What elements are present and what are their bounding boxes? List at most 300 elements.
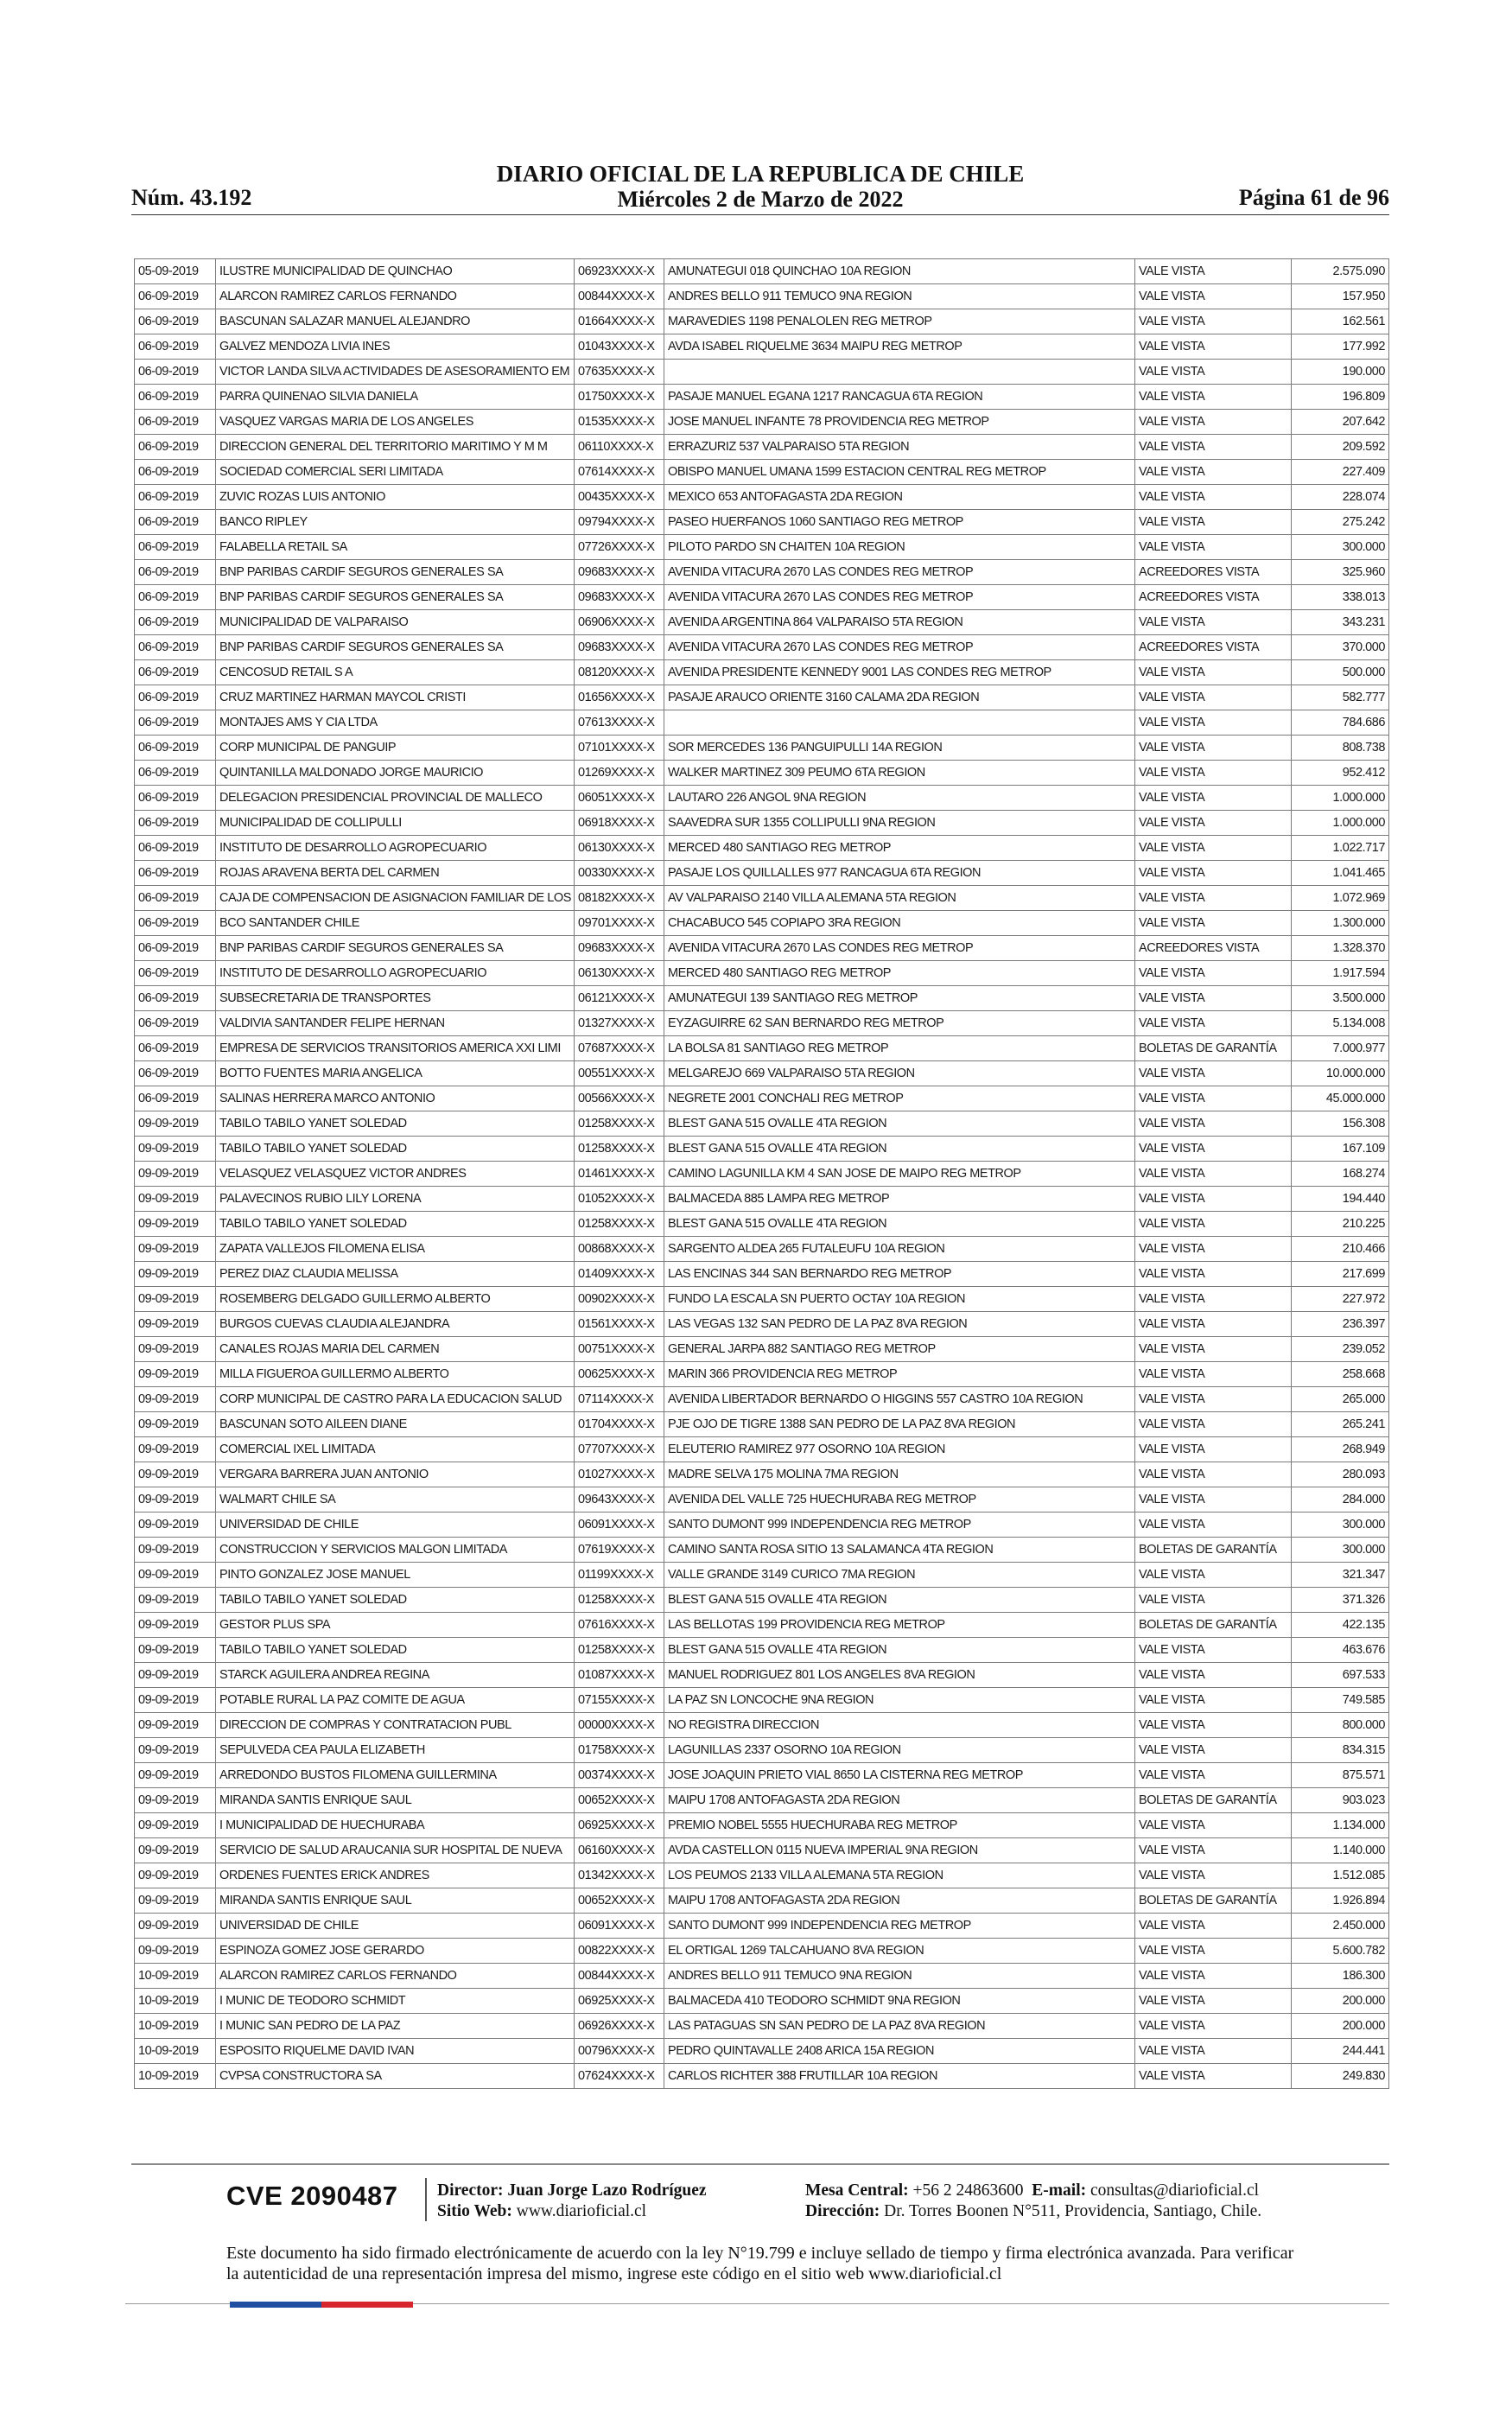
rut-cell: 06925XXXX-X xyxy=(575,1813,664,1838)
table-row xyxy=(135,1412,1389,1437)
date-cell: 09-09-2019 xyxy=(135,1111,216,1137)
rut-cell: 07707XXXX-X xyxy=(575,1437,664,1462)
address-cell: AVENIDA LIBERTADOR BERNARDO O HIGGINS 557 CASTRO 10A REGION xyxy=(664,1387,1135,1412)
amount-cell: 268.949 xyxy=(1292,1437,1389,1462)
address-cell: MERCED 480 SANTIAGO REG METROP xyxy=(664,961,1135,986)
document-type-cell: VALE VISTA xyxy=(1135,1462,1292,1487)
amount-cell: 217.699 xyxy=(1292,1262,1389,1287)
page-header xyxy=(131,161,1389,211)
table-row xyxy=(135,1437,1389,1462)
address-cell: SAAVEDRA SUR 1355 COLLIPULLI 9NA REGION xyxy=(664,811,1135,836)
beneficiary-cell: TABILO TABILO YANET SOLEDAD xyxy=(216,1588,575,1613)
document-type-cell: VALE VISTA xyxy=(1135,961,1292,986)
document-type-cell: VALE VISTA xyxy=(1135,1512,1292,1538)
amount-cell: 1.000.000 xyxy=(1292,786,1389,811)
site-link[interactable]: www.diarioficial.cl xyxy=(516,2202,647,2220)
rut-cell: 00844XXXX-X xyxy=(575,284,664,309)
rut-cell: 09683XXXX-X xyxy=(575,936,664,961)
rut-cell: 01750XXXX-X xyxy=(575,385,664,410)
address-cell: MARIN 366 PROVIDENCIA REG METROP xyxy=(664,1362,1135,1387)
rut-cell: 00868XXXX-X xyxy=(575,1237,664,1262)
table-row xyxy=(135,1487,1389,1512)
date-cell: 06-09-2019 xyxy=(135,1036,216,1061)
document-type-cell: VALE VISTA xyxy=(1135,986,1292,1011)
date-cell: 06-09-2019 xyxy=(135,936,216,961)
table-row xyxy=(135,811,1389,836)
rut-cell: 00435XXXX-X xyxy=(575,485,664,510)
document-type-cell: VALE VISTA xyxy=(1135,1738,1292,1763)
document-type-cell: VALE VISTA xyxy=(1135,1563,1292,1588)
table-row xyxy=(135,1462,1389,1487)
amount-cell: 196.809 xyxy=(1292,385,1389,410)
site-line xyxy=(437,2201,707,2222)
beneficiary-cell: BASCUNAN SOTO AILEEN DIANE xyxy=(216,1412,575,1437)
amount-cell: 7.000.977 xyxy=(1292,1036,1389,1061)
address-cell: PREMIO NOBEL 5555 HUECHURABA REG METROP xyxy=(664,1813,1135,1838)
date-cell: 09-09-2019 xyxy=(135,1262,216,1287)
legal-notice: Este documento ha sido firmado electrónicamente de acuerdo con la ley N°19.799 e incluye sellado de tiempo y firma electrónica avanzada. Para verificar la autenticidad de una representación impresa del mismo, ingrese este código en el sitio web www.diarioficial.cl xyxy=(226,2244,1294,2283)
date-cell: 06-09-2019 xyxy=(135,685,216,710)
document-type-cell: VALE VISTA xyxy=(1135,1813,1292,1838)
table-row xyxy=(135,936,1389,961)
date-cell: 09-09-2019 xyxy=(135,1813,216,1838)
rut-cell: 00796XXXX-X xyxy=(575,2039,664,2064)
publication-title: DIARIO OFICIAL DE LA REPUBLICA DE CHILE xyxy=(496,161,1025,187)
director-block xyxy=(437,2181,707,2222)
table-row xyxy=(135,1863,1389,1888)
table-row xyxy=(135,1137,1389,1162)
table-row xyxy=(135,535,1389,560)
amount-cell: 834.315 xyxy=(1292,1738,1389,1763)
document-type-cell: VALE VISTA xyxy=(1135,410,1292,435)
table-row xyxy=(135,309,1389,334)
address-cell: NO REGISTRA DIRECCION xyxy=(664,1713,1135,1738)
director-name: Juan Jorge Lazo Rodríguez xyxy=(507,2181,707,2200)
rut-cell: 08182XXXX-X xyxy=(575,886,664,911)
table-row xyxy=(135,485,1389,510)
amount-cell: 249.830 xyxy=(1292,2064,1389,2089)
beneficiary-cell: FALABELLA RETAIL SA xyxy=(216,535,575,560)
rut-cell: 07619XXXX-X xyxy=(575,1538,664,1563)
beneficiary-cell: BNP PARIBAS CARDIF SEGUROS GENERALES SA xyxy=(216,635,575,660)
amount-cell: 371.326 xyxy=(1292,1588,1389,1613)
date-cell: 06-09-2019 xyxy=(135,435,216,460)
header-divider xyxy=(131,214,1389,215)
date-cell: 09-09-2019 xyxy=(135,1538,216,1563)
document-type-cell: VALE VISTA xyxy=(1135,1688,1292,1713)
date-cell: 06-09-2019 xyxy=(135,1061,216,1086)
rut-cell: 06918XXXX-X xyxy=(575,811,664,836)
beneficiary-cell: MONTAJES AMS Y CIA LTDA xyxy=(216,710,575,736)
amount-cell: 200.000 xyxy=(1292,2014,1389,2039)
amount-cell: 697.533 xyxy=(1292,1663,1389,1688)
address-cell: BALMACEDA 410 TEODORO SCHMIDT 9NA REGION xyxy=(664,1989,1135,2014)
document-type-cell: VALE VISTA xyxy=(1135,1964,1292,1989)
address-cell: JOSE MANUEL INFANTE 78 PROVIDENCIA REG METROP xyxy=(664,410,1135,435)
beneficiary-cell: MUNICIPALIDAD DE COLLIPULLI xyxy=(216,811,575,836)
date-cell: 10-09-2019 xyxy=(135,1964,216,1989)
document-type-cell: VALE VISTA xyxy=(1135,1137,1292,1162)
amount-cell: 5.134.008 xyxy=(1292,1011,1389,1036)
date-cell: 09-09-2019 xyxy=(135,1362,216,1387)
rut-cell: 06130XXXX-X xyxy=(575,961,664,986)
document-type-cell: VALE VISTA xyxy=(1135,1362,1292,1387)
rut-cell: 01664XXXX-X xyxy=(575,309,664,334)
document-type-cell: BOLETAS DE GARANTÍA xyxy=(1135,1888,1292,1914)
document-type-cell: VALE VISTA xyxy=(1135,685,1292,710)
address-cell: ANDRES BELLO 911 TEMUCO 9NA REGION xyxy=(664,1964,1135,1989)
document-type-cell: VALE VISTA xyxy=(1135,1588,1292,1613)
amount-cell: 265.241 xyxy=(1292,1412,1389,1437)
rut-cell: 06906XXXX-X xyxy=(575,610,664,635)
date-cell: 09-09-2019 xyxy=(135,1788,216,1813)
date-cell: 09-09-2019 xyxy=(135,1638,216,1663)
date-cell: 06-09-2019 xyxy=(135,309,216,334)
date-cell: 09-09-2019 xyxy=(135,1863,216,1888)
beneficiary-cell: SERVICIO DE SALUD ARAUCANIA SUR HOSPITAL DE NUEVA xyxy=(216,1838,575,1863)
beneficiary-cell: ZAPATA VALLEJOS FILOMENA ELISA xyxy=(216,1237,575,1262)
beneficiary-cell: MIRANDA SANTIS ENRIQUE SAUL xyxy=(216,1888,575,1914)
address-cell: LA PAZ SN LONCOCHE 9NA REGION xyxy=(664,1688,1135,1713)
document-type-cell: VALE VISTA xyxy=(1135,2039,1292,2064)
table-row xyxy=(135,660,1389,685)
rut-cell: 01199XXXX-X xyxy=(575,1563,664,1588)
beneficiary-cell: SALINAS HERRERA MARCO ANTONIO xyxy=(216,1086,575,1111)
table-row xyxy=(135,1688,1389,1713)
date-cell: 09-09-2019 xyxy=(135,1212,216,1237)
address-value: Dr. Torres Boonen N°511, Providencia, Santiago, Chile. xyxy=(884,2202,1262,2220)
beneficiary-cell: BASCUNAN SALAZAR MANUEL ALEJANDRO xyxy=(216,309,575,334)
document-type-cell: VALE VISTA xyxy=(1135,259,1292,284)
amount-cell: 228.074 xyxy=(1292,485,1389,510)
date-cell: 06-09-2019 xyxy=(135,986,216,1011)
address-cell: FUNDO LA ESCALA SN PUERTO OCTAY 10A REGION xyxy=(664,1287,1135,1312)
publication-date: Miércoles 2 de Marzo de 2022 xyxy=(617,187,904,212)
document-type-cell: VALE VISTA xyxy=(1135,1212,1292,1237)
address-cell: LAGUNILLAS 2337 OSORNO 10A REGION xyxy=(664,1738,1135,1763)
beneficiary-cell: CONSTRUCCION Y SERVICIOS MALGON LIMITADA xyxy=(216,1538,575,1563)
document-type-cell: VALE VISTA xyxy=(1135,1111,1292,1137)
rut-cell: 00330XXXX-X xyxy=(575,861,664,886)
date-cell: 09-09-2019 xyxy=(135,1287,216,1312)
beneficiary-cell: ESPOSITO RIQUELME DAVID IVAN xyxy=(216,2039,575,2064)
address-cell xyxy=(664,360,1135,385)
amount-cell: 952.412 xyxy=(1292,761,1389,786)
table-row xyxy=(135,1638,1389,1663)
rut-cell: 01258XXXX-X xyxy=(575,1212,664,1237)
table-row xyxy=(135,435,1389,460)
address-cell: ELEUTERIO RAMIREZ 977 OSORNO 10A REGION xyxy=(664,1437,1135,1462)
date-cell: 09-09-2019 xyxy=(135,1763,216,1788)
beneficiary-cell: INSTITUTO DE DESARROLLO AGROPECUARIO xyxy=(216,836,575,861)
rut-cell: 09794XXXX-X xyxy=(575,510,664,535)
table-row xyxy=(135,2064,1389,2089)
address-cell: PEDRO QUINTAVALLE 2408 ARICA 15A REGION xyxy=(664,2039,1135,2064)
rut-cell: 07114XXXX-X xyxy=(575,1387,664,1412)
date-cell: 06-09-2019 xyxy=(135,510,216,535)
beneficiary-cell: MILLA FIGUEROA GUILLERMO ALBERTO xyxy=(216,1362,575,1387)
table-row xyxy=(135,2039,1389,2064)
date-cell: 06-09-2019 xyxy=(135,334,216,360)
document-type-cell: VALE VISTA xyxy=(1135,309,1292,334)
rut-cell: 07635XXXX-X xyxy=(575,360,664,385)
rut-cell: 07687XXXX-X xyxy=(575,1036,664,1061)
document-type-cell: BOLETAS DE GARANTÍA xyxy=(1135,1538,1292,1563)
document-type-cell: ACREEDORES VISTA xyxy=(1135,635,1292,660)
amount-cell: 210.466 xyxy=(1292,1237,1389,1262)
date-cell: 09-09-2019 xyxy=(135,1337,216,1362)
amount-cell: 1.512.085 xyxy=(1292,1863,1389,1888)
beneficiary-cell: GALVEZ MENDOZA LIVIA INES xyxy=(216,334,575,360)
date-cell: 10-09-2019 xyxy=(135,1989,216,2014)
email-link[interactable]: consultas@diarioficial.cl xyxy=(1090,2181,1260,2200)
amount-cell: 280.093 xyxy=(1292,1462,1389,1487)
rut-cell: 01327XXXX-X xyxy=(575,1011,664,1036)
table-row xyxy=(135,1287,1389,1312)
beneficiary-cell: DELEGACION PRESIDENCIAL PROVINCIAL DE MALLECO xyxy=(216,786,575,811)
rut-cell: 00000XXXX-X xyxy=(575,1713,664,1738)
amount-cell: 227.409 xyxy=(1292,460,1389,485)
address-label: Dirección: xyxy=(805,2202,880,2220)
address-cell: LAS PATAGUAS SN SAN PEDRO DE LA PAZ 8VA REGION xyxy=(664,2014,1135,2039)
document-type-cell: VALE VISTA xyxy=(1135,1939,1292,1964)
address-cell: ERRAZURIZ 537 VALPARAISO 5TA REGION xyxy=(664,435,1135,460)
table-row xyxy=(135,1086,1389,1111)
amount-cell: 1.134.000 xyxy=(1292,1813,1389,1838)
amount-cell: 463.676 xyxy=(1292,1638,1389,1663)
amount-cell: 265.000 xyxy=(1292,1387,1389,1412)
document-type-cell: VALE VISTA xyxy=(1135,1086,1292,1111)
table-row xyxy=(135,460,1389,485)
document-type-cell: ACREEDORES VISTA xyxy=(1135,936,1292,961)
rut-cell: 00374XXXX-X xyxy=(575,1763,664,1788)
address-cell: BLEST GANA 515 OVALLE 4TA REGION xyxy=(664,1137,1135,1162)
date-cell: 09-09-2019 xyxy=(135,1888,216,1914)
amount-cell: 1.917.594 xyxy=(1292,961,1389,986)
mesa-label: Mesa Central: xyxy=(805,2181,909,2200)
amount-cell: 300.000 xyxy=(1292,1538,1389,1563)
date-cell: 09-09-2019 xyxy=(135,1487,216,1512)
beneficiary-cell: PARRA QUINENAO SILVIA DANIELA xyxy=(216,385,575,410)
date-cell: 09-09-2019 xyxy=(135,1387,216,1412)
beneficiary-cell: COMERCIAL IXEL LIMITADA xyxy=(216,1437,575,1462)
amount-cell: 1.140.000 xyxy=(1292,1838,1389,1863)
amount-cell: 2.450.000 xyxy=(1292,1914,1389,1939)
document-type-cell: VALE VISTA xyxy=(1135,1162,1292,1187)
amount-cell: 275.242 xyxy=(1292,510,1389,535)
address-cell: MARAVEDIES 1198 PENALOLEN REG METROP xyxy=(664,309,1135,334)
document-type-cell: VALE VISTA xyxy=(1135,385,1292,410)
document-type-cell: VALE VISTA xyxy=(1135,886,1292,911)
beneficiary-cell: CRUZ MARTINEZ HARMAN MAYCOL CRISTI xyxy=(216,685,575,710)
table-row xyxy=(135,360,1389,385)
amount-cell: 207.642 xyxy=(1292,410,1389,435)
address-cell: LAS BELLOTAS 199 PROVIDENCIA REG METROP xyxy=(664,1613,1135,1638)
amount-cell: 1.000.000 xyxy=(1292,811,1389,836)
table-row xyxy=(135,259,1389,284)
date-cell: 06-09-2019 xyxy=(135,585,216,610)
table-row xyxy=(135,284,1389,309)
amount-cell: 1.926.894 xyxy=(1292,1888,1389,1914)
amount-cell: 1.041.465 xyxy=(1292,861,1389,886)
beneficiary-cell: VERGARA BARRERA JUAN ANTONIO xyxy=(216,1462,575,1487)
address-cell: LA BOLSA 81 SANTIAGO REG METROP xyxy=(664,1036,1135,1061)
date-cell: 06-09-2019 xyxy=(135,861,216,886)
document-type-cell: VALE VISTA xyxy=(1135,1187,1292,1212)
table-row xyxy=(135,710,1389,736)
date-cell: 06-09-2019 xyxy=(135,385,216,410)
amount-cell: 582.777 xyxy=(1292,685,1389,710)
rut-cell: 07616XXXX-X xyxy=(575,1613,664,1638)
address-cell: AVENIDA PRESIDENTE KENNEDY 9001 LAS CONDES REG METROP xyxy=(664,660,1135,685)
beneficiary-cell: DIRECCION DE COMPRAS Y CONTRATACION PUBL xyxy=(216,1713,575,1738)
date-cell: 06-09-2019 xyxy=(135,360,216,385)
amount-cell: 162.561 xyxy=(1292,309,1389,334)
amount-cell: 1.328.370 xyxy=(1292,936,1389,961)
table-row xyxy=(135,1939,1389,1964)
rut-cell: 09683XXXX-X xyxy=(575,560,664,585)
beneficiary-cell: ROSEMBERG DELGADO GUILLERMO ALBERTO xyxy=(216,1287,575,1312)
document-type-cell: VALE VISTA xyxy=(1135,736,1292,761)
amount-cell: 258.668 xyxy=(1292,1362,1389,1387)
records-table xyxy=(134,258,1389,2089)
document-type-cell: VALE VISTA xyxy=(1135,1838,1292,1863)
beneficiary-cell: VICTOR LANDA SILVA ACTIVIDADES DE ASESORAMIENTO EM xyxy=(216,360,575,385)
amount-cell: 210.225 xyxy=(1292,1212,1389,1237)
amount-cell: 284.000 xyxy=(1292,1487,1389,1512)
document-type-cell: VALE VISTA xyxy=(1135,911,1292,936)
address-cell: AVDA CASTELLON 0115 NUEVA IMPERIAL 9NA REGION xyxy=(664,1838,1135,1863)
address-cell: AVENIDA DEL VALLE 725 HUECHURABA REG METROP xyxy=(664,1487,1135,1512)
address-cell: AVENIDA VITACURA 2670 LAS CONDES REG METROP xyxy=(664,560,1135,585)
document-type-cell: VALE VISTA xyxy=(1135,1237,1292,1262)
document-type-cell: VALE VISTA xyxy=(1135,1989,1292,2014)
amount-cell: 167.109 xyxy=(1292,1137,1389,1162)
table-row xyxy=(135,1763,1389,1788)
address-cell: PASEO HUERFANOS 1060 SANTIAGO REG METROP xyxy=(664,510,1135,535)
table-row xyxy=(135,1788,1389,1813)
address-cell: VALLE GRANDE 3149 CURICO 7MA REGION xyxy=(664,1563,1135,1588)
rut-cell: 01258XXXX-X xyxy=(575,1111,664,1137)
document-type-cell: VALE VISTA xyxy=(1135,1863,1292,1888)
table-row xyxy=(135,410,1389,435)
flag-color-bar xyxy=(230,2302,413,2308)
table-row xyxy=(135,1588,1389,1613)
document-type-cell: VALE VISTA xyxy=(1135,460,1292,485)
date-cell: 06-09-2019 xyxy=(135,786,216,811)
rut-cell: 01758XXXX-X xyxy=(575,1738,664,1763)
date-cell: 09-09-2019 xyxy=(135,1162,216,1187)
rut-cell: 07613XXXX-X xyxy=(575,710,664,736)
beneficiary-cell: MIRANDA SANTIS ENRIQUE SAUL xyxy=(216,1788,575,1813)
amount-cell: 800.000 xyxy=(1292,1713,1389,1738)
table-row xyxy=(135,1111,1389,1137)
beneficiary-cell: ILUSTRE MUNICIPALIDAD DE QUINCHAO xyxy=(216,259,575,284)
date-cell: 06-09-2019 xyxy=(135,560,216,585)
amount-cell: 194.440 xyxy=(1292,1187,1389,1212)
table-row xyxy=(135,1512,1389,1538)
beneficiary-cell: SOCIEDAD COMERCIAL SERI LIMITADA xyxy=(216,460,575,485)
table-row xyxy=(135,685,1389,710)
address-cell: BLEST GANA 515 OVALLE 4TA REGION xyxy=(664,1111,1135,1137)
date-cell: 06-09-2019 xyxy=(135,660,216,685)
address-cell: LAS ENCINAS 344 SAN BERNARDO REG METROP xyxy=(664,1262,1135,1287)
date-cell: 09-09-2019 xyxy=(135,1914,216,1939)
date-cell: 09-09-2019 xyxy=(135,1187,216,1212)
address-cell: BLEST GANA 515 OVALLE 4TA REGION xyxy=(664,1638,1135,1663)
address-cell: AV VALPARAISO 2140 VILLA ALEMANA 5TA REGION xyxy=(664,886,1135,911)
document-type-cell: VALE VISTA xyxy=(1135,1487,1292,1512)
beneficiary-cell: WALMART CHILE SA xyxy=(216,1487,575,1512)
address-cell: CAMINO LAGUNILLA KM 4 SAN JOSE DE MAIPO REG METROP xyxy=(664,1162,1135,1187)
amount-cell: 1.022.717 xyxy=(1292,836,1389,861)
document-type-cell: VALE VISTA xyxy=(1135,2014,1292,2039)
beneficiary-cell: UNIVERSIDAD DE CHILE xyxy=(216,1512,575,1538)
beneficiary-cell: CORP MUNICIPAL DE CASTRO PARA LA EDUCACION SALUD xyxy=(216,1387,575,1412)
rut-cell: 06091XXXX-X xyxy=(575,1512,664,1538)
address-cell: CHACABUCO 545 COPIAPO 3RA REGION xyxy=(664,911,1135,936)
beneficiary-cell: I MUNICIPALIDAD DE HUECHURABA xyxy=(216,1813,575,1838)
document-type-cell: VALE VISTA xyxy=(1135,710,1292,736)
footer-divider xyxy=(131,2163,1389,2165)
document-type-cell: VALE VISTA xyxy=(1135,836,1292,861)
document-type-cell: VALE VISTA xyxy=(1135,535,1292,560)
address-cell: AMUNATEGUI 018 QUINCHAO 10A REGION xyxy=(664,259,1135,284)
document-type-cell: BOLETAS DE GARANTÍA xyxy=(1135,1613,1292,1638)
document-type-cell: VALE VISTA xyxy=(1135,510,1292,535)
date-cell: 06-09-2019 xyxy=(135,410,216,435)
rut-cell: 07624XXXX-X xyxy=(575,2064,664,2089)
document-type-cell: VALE VISTA xyxy=(1135,2064,1292,2089)
table-row xyxy=(135,1162,1389,1187)
document-type-cell: VALE VISTA xyxy=(1135,786,1292,811)
date-cell: 09-09-2019 xyxy=(135,1939,216,1964)
rut-cell: 01342XXXX-X xyxy=(575,1863,664,1888)
date-cell: 09-09-2019 xyxy=(135,1738,216,1763)
table-row xyxy=(135,1738,1389,1763)
table-row xyxy=(135,836,1389,861)
table-row xyxy=(135,761,1389,786)
date-cell: 06-09-2019 xyxy=(135,460,216,485)
rut-cell: 01656XXXX-X xyxy=(575,685,664,710)
document-type-cell: VALE VISTA xyxy=(1135,334,1292,360)
date-cell: 09-09-2019 xyxy=(135,1613,216,1638)
rut-cell: 09643XXXX-X xyxy=(575,1487,664,1512)
rut-cell: 01258XXXX-X xyxy=(575,1638,664,1663)
director-line xyxy=(437,2181,707,2201)
amount-cell: 244.441 xyxy=(1292,2039,1389,2064)
address-cell: BLEST GANA 515 OVALLE 4TA REGION xyxy=(664,1212,1135,1237)
beneficiary-cell: CAJA DE COMPENSACION DE ASIGNACION FAMILIAR DE LOS xyxy=(216,886,575,911)
beneficiary-cell: SEPULVEDA CEA PAULA ELIZABETH xyxy=(216,1738,575,1763)
date-cell: 09-09-2019 xyxy=(135,1462,216,1487)
rut-cell: 00551XXXX-X xyxy=(575,1061,664,1086)
address-cell: MERCED 480 SANTIAGO REG METROP xyxy=(664,836,1135,861)
address-cell: MADRE SELVA 175 MOLINA 7MA REGION xyxy=(664,1462,1135,1487)
address-cell: NEGRETE 2001 CONCHALI REG METROP xyxy=(664,1086,1135,1111)
rut-cell: 01535XXXX-X xyxy=(575,410,664,435)
document-type-cell: VALE VISTA xyxy=(1135,1312,1292,1337)
rut-cell: 06110XXXX-X xyxy=(575,435,664,460)
date-cell: 06-09-2019 xyxy=(135,811,216,836)
address-cell: PJE OJO DE TIGRE 1388 SAN PEDRO DE LA PAZ 8VA REGION xyxy=(664,1412,1135,1437)
document-type-cell: VALE VISTA xyxy=(1135,435,1292,460)
date-cell: 06-09-2019 xyxy=(135,535,216,560)
amount-cell: 300.000 xyxy=(1292,1512,1389,1538)
table-row xyxy=(135,1387,1389,1412)
address-cell: SOR MERCEDES 136 PANGUIPULLI 14A REGION xyxy=(664,736,1135,761)
rut-cell: 00652XXXX-X xyxy=(575,1888,664,1914)
